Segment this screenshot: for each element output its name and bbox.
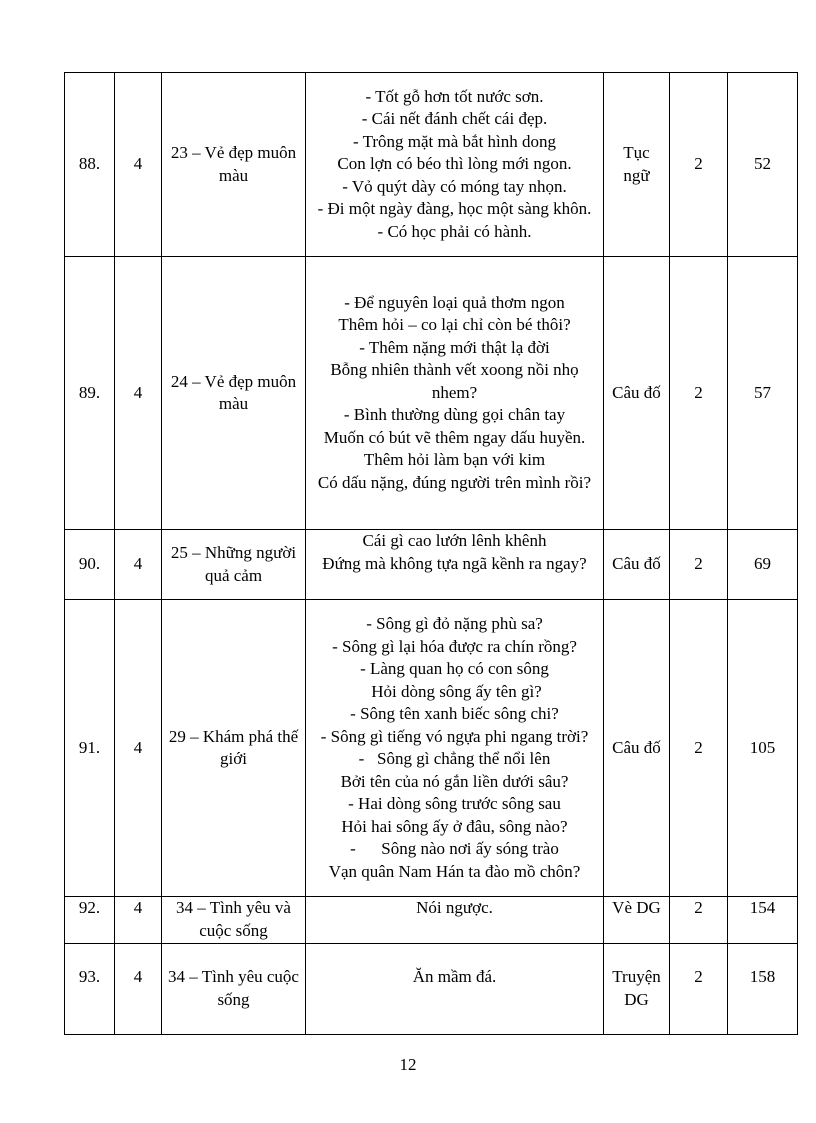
page-cell: 105 <box>728 600 798 897</box>
content-line: Con lợn có béo thì lòng mới ngon. <box>337 154 572 174</box>
content-cell <box>306 944 604 1035</box>
grade-cell: 4 <box>115 600 162 897</box>
grade-cell: 4 <box>115 897 162 944</box>
row-number: 88. <box>65 73 115 257</box>
table-row <box>65 600 798 897</box>
content-line: Bởi tên của nó gắn liền dưới sâu? <box>340 771 569 791</box>
volume-cell: 2 <box>670 897 728 944</box>
content-line: - Thêm nặng mới thật lạ đời <box>359 337 550 357</box>
genre-cell: Câu đố <box>604 600 670 897</box>
page-cell: 154 <box>728 897 798 944</box>
content-line: - Sông gì chẳng thể nổi lên <box>358 749 551 768</box>
content-line: - Bình thường dùng gọi chân tay <box>343 405 566 425</box>
content-line: Ăn mầm đá. <box>412 967 497 986</box>
genre-cell: Vè DG <box>604 897 670 944</box>
page-number: 12 <box>399 1055 417 1074</box>
content-line: - Sông gì lại hóa được ra chín rồng? <box>332 636 577 656</box>
page-cell: 158 <box>728 944 798 1035</box>
lesson-cell: 23 – Vẻ đẹp muôn màu <box>162 73 306 257</box>
row-number: 92. <box>65 897 115 944</box>
content-line: - Vỏ quýt dày có móng tay nhọn. <box>342 176 567 196</box>
content-line: - Hai dòng sông trước sông sau <box>348 794 561 813</box>
content-line: Thêm hỏi làm bạn với kim <box>363 450 546 470</box>
content-line: Cái gì cao lướn lênh khênh <box>362 531 547 550</box>
content-line: Đứng mà không tựa ngã kềnh ra ngay? <box>322 553 587 573</box>
volume-cell: 2 <box>670 257 728 530</box>
genre-cell: Truyện DG <box>604 944 670 1035</box>
page-cell: 52 <box>728 73 798 257</box>
grade-cell: 4 <box>115 530 162 600</box>
content-line: - Sông nào nơi ấy sóng trào <box>350 839 559 858</box>
table-row <box>65 897 798 944</box>
table-row <box>65 944 798 1035</box>
table-row <box>65 257 798 530</box>
content-cell <box>306 530 604 600</box>
content-line: - Cái nết đánh chết cái đẹp. <box>361 109 548 129</box>
content-cell <box>306 897 604 944</box>
grade-cell: 4 <box>115 944 162 1035</box>
page-cell: 69 <box>728 530 798 600</box>
grade-cell: 4 <box>115 257 162 530</box>
literature-table <box>64 72 798 1035</box>
content-line: Muốn có bút vẽ thêm ngay dấu huyền. <box>323 427 586 447</box>
content-line: Hỏi hai sông ấy ở đâu, sông nào? <box>341 816 568 836</box>
content-line: - Có học phải có hành. <box>377 221 532 241</box>
content-line: Có dấu nặng, đúng người trên mình rồi? <box>317 472 592 492</box>
content-cell <box>306 600 604 897</box>
lesson-cell: 24 – Vẻ đẹp muôn màu <box>162 257 306 530</box>
volume-cell: 2 <box>670 600 728 897</box>
content-line: Thêm hỏi – co lại chỉ còn bé thôi? <box>338 315 571 335</box>
content-line: Hỏi dòng sông ấy tên gì? <box>371 681 542 701</box>
lesson-cell: 34 – Tình yêu và cuộc sống <box>162 897 306 944</box>
volume-cell: 2 <box>670 530 728 600</box>
table-row <box>65 530 798 600</box>
content-line: Bỗng nhiên thành vết xoong nồi nhọ nhem? <box>330 360 579 402</box>
genre-cell: Tục ngữ <box>604 73 670 257</box>
content-line: - Sông gì đỏ nặng phù sa? <box>366 614 543 633</box>
row-number: 93. <box>65 944 115 1035</box>
content-line: - Tốt gỗ hơn tốt nước sơn. <box>365 86 544 106</box>
content-line: Nói ngược. <box>416 898 493 917</box>
row-number: 90. <box>65 530 115 600</box>
genre-cell: Câu đố <box>604 530 670 600</box>
volume-cell: 2 <box>670 944 728 1035</box>
row-number: 89. <box>65 257 115 530</box>
content-line: - Làng quan họ có con sông <box>360 659 549 678</box>
content-cell <box>306 73 604 257</box>
lesson-cell: 34 – Tình yêu cuộc sống <box>162 944 306 1035</box>
content-line: - Sông gì tiếng vó ngựa phi ngang trời? <box>320 726 589 746</box>
volume-cell: 2 <box>670 73 728 257</box>
content-line: Vạn quân Nam Hán ta đào mồ chôn? <box>328 861 581 881</box>
page-cell: 57 <box>728 257 798 530</box>
lesson-cell: 29 – Khám phá thế giới <box>162 600 306 897</box>
genre-cell: Câu đố <box>604 257 670 530</box>
lesson-cell: 25 – Những người quả cảm <box>162 530 306 600</box>
content-line: - Đi một ngày đàng, học một sàng khôn. <box>317 199 592 219</box>
content-line: - Để nguyên loại quả thơm ngon <box>344 292 565 312</box>
content-cell <box>306 257 604 530</box>
table-row <box>65 73 798 257</box>
content-line: - Sông tên xanh biếc sông chi? <box>350 704 559 723</box>
row-number: 91. <box>65 600 115 897</box>
grade-cell: 4 <box>115 73 162 257</box>
content-line: - Trông mặt mà bắt hình dong <box>352 131 557 151</box>
